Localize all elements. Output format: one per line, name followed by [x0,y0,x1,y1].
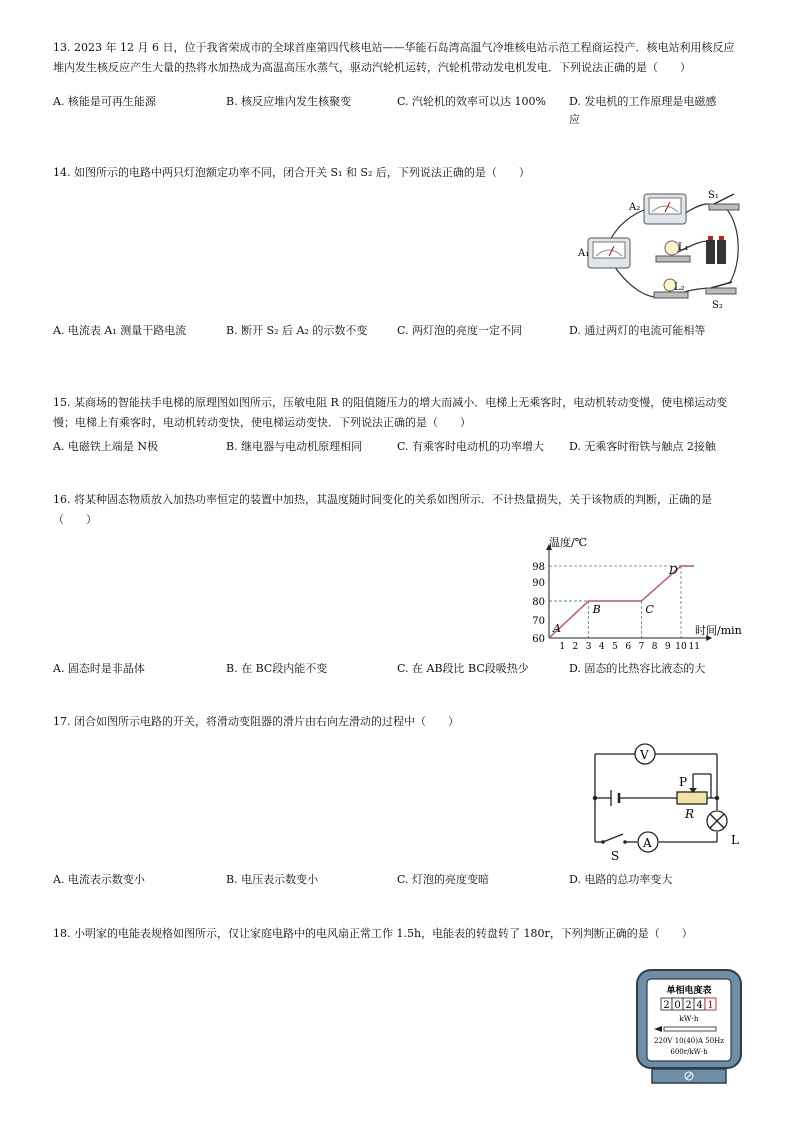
q17-option-a[interactable]: A. 电流表示数变小 [53,873,145,886]
q15-option-d[interactable]: D. 无乘客时衔铁与触点 2接触 [569,440,716,453]
q17-option-b[interactable]: B. 电压表示数变小 [226,873,319,886]
meter-digit-2: 0 [674,1000,681,1011]
q14-option-d[interactable]: D. 通过两灯的电流可能相等 [569,324,706,337]
chart-y-tick-60: 60 [532,634,545,645]
label-switch-s: S [611,849,620,863]
question-13 [53,38,743,78]
question-14 [53,163,743,183]
q14-option-c[interactable]: C. 两灯泡的亮度一定不同 [397,324,523,337]
chart-x-tick-3: 3 [585,642,592,650]
question-18-text: 18. 小明家的电能表规格如图所示，仅让家庭电路中的电风扇正常工作 1.5h，电能表的转盘转了 180r，下列判断正确的是（ ） [53,927,693,940]
q15-option-b[interactable]: B. 继电器与电动机原理相同 [226,440,363,453]
meter-spec-voltage: 220V 10(40)A 50Hz [654,1037,724,1045]
question-17 [53,712,743,732]
q13-option-b[interactable]: B. 核反应堆内发生核聚变 [226,95,352,108]
q15-option-c[interactable]: C. 有乘客时电动机的功率增大 [397,440,545,453]
chart-x-tick-8: 8 [651,642,658,650]
label-rheostat-r: R [685,807,695,821]
meter-unit: kW·h [679,1014,699,1023]
q18-electricity-meter [634,967,744,1085]
q14-option-a[interactable]: A. 电流表 A₁ 测量干路电流 [53,324,187,337]
meter-digit-3: 2 [685,1000,692,1011]
label-lamp-l: L [731,833,739,847]
q16-option-c[interactable]: C. 在 AB段比 BC段吸热少 [397,662,529,675]
chart-x-tick-11: 11 [688,642,700,650]
meter-title: 单相电度表 [666,986,712,996]
question-15 [53,393,743,433]
chart-y-tick-70: 70 [532,616,545,627]
meter-digit-4: 4 [696,1000,703,1011]
q14-option-b[interactable]: B. 断开 S₂ 后 A₂ 的示数不变 [226,324,368,337]
q13-option-c[interactable]: C. 汽轮机的效率可以达 100% [397,95,546,108]
chart-point-label-a: A [553,622,561,635]
q16-option-a[interactable]: A. 固态时是非晶体 [53,662,145,675]
q17-circuit-figure [585,738,745,863]
chart-point-label-b: B [592,603,601,616]
q16-option-b[interactable]: B. 在 BC段内能不变 [226,662,328,675]
chart-point-label-d: D [669,564,678,577]
label-s1: S₁ [708,190,719,201]
chart-x-tick-7: 7 [638,642,645,650]
q13-option-a[interactable]: A. 核能是可再生能源 [53,95,156,108]
chart-x-tick-10: 10 [675,642,687,650]
meter-spec-revolutions: 600r/kW·h [670,1048,708,1056]
q17-option-d[interactable]: D. 电路的总功率变大 [569,873,673,886]
label-l2: L₂ [674,282,685,293]
q14-circuit-figure [574,184,744,314]
q17-option-c[interactable]: C. 灯泡的亮度变暗 [397,873,490,886]
chart-y-tick-98: 98 [532,562,545,573]
q16-option-d[interactable]: D. 固态的比热容比液态的大 [569,662,706,675]
question-16 [53,490,743,530]
question-16-text: 16. 将某种固态物质放入加热功率恒定的装置中加热，其温度随时间变化的关系如图所示．不计热量损失，关于该物质的判断，正确的是（ ） [53,493,712,526]
meter-digit-5: 1 [707,1000,714,1011]
question-13-text: 13. 2023 年 12 月 6 日，位于我省荣成市的全球首座第四代核电站——华能石岛湾高温气冷堆核电站示范工程商运投产．核电站利用核反应堆内发生核反应产生大量的热将水加热成为高温高压水蒸气，驱动汽轮机运转，汽轮机带动发电机发电．下列说法正确的是（ ） [53,41,735,74]
question-18 [53,924,743,944]
label-s2: S₂ [712,300,723,311]
chart-x-axis-label: 时间/min [695,624,742,637]
chart-y-tick-90: 90 [532,578,545,589]
q15-option-a[interactable]: A. 电磁铁上端是 N极 [53,440,159,453]
chart-x-tick-4: 4 [598,642,605,650]
q13-option-d[interactable]: D. 发电机的工作原理是电磁感应 [569,95,717,126]
chart-x-tick-6: 6 [625,642,632,650]
question-14-text: 14. 如图所示的电路中两只灯泡额定功率不同，闭合开关 S₁ 和 S₂ 后，下列说法正确的是（ ） [53,166,530,179]
label-a2: A₂ [629,202,641,213]
question-15-text: 15. 某商场的智能扶手电梯的原理图如图所示，压敏电阻 R 的阻值随压力的增大而减小．电梯上无乘客时，电动机转动变慢，使电梯运动变慢；电梯上有乘客时，电动机转动变快，使电梯运动变快．下列说法正确的是（ ） [53,396,728,429]
label-ammeter: A [643,836,652,850]
meter-digit-1: 2 [663,1000,670,1011]
chart-x-tick-1: 1 [559,642,566,650]
question-17-text: 17. 闭合如图所示电路的开关，将滑动变阻器的滑片由右向左滑动的过程中（ ） [53,715,459,728]
label-a1: A₁ [578,248,590,259]
chart-x-tick-5: 5 [612,642,618,650]
label-slider-p: P [679,775,688,789]
q16-temperature-chart [515,532,750,650]
label-voltmeter: V [640,748,649,762]
chart-x-tick-2: 2 [572,642,579,650]
chart-y-axis-label: 温度/℃ [549,536,588,549]
label-l1: L₁ [678,242,689,253]
chart-y-tick-80: 80 [532,597,545,608]
chart-x-tick-9: 9 [664,642,671,650]
chart-point-label-c: C [645,603,654,616]
